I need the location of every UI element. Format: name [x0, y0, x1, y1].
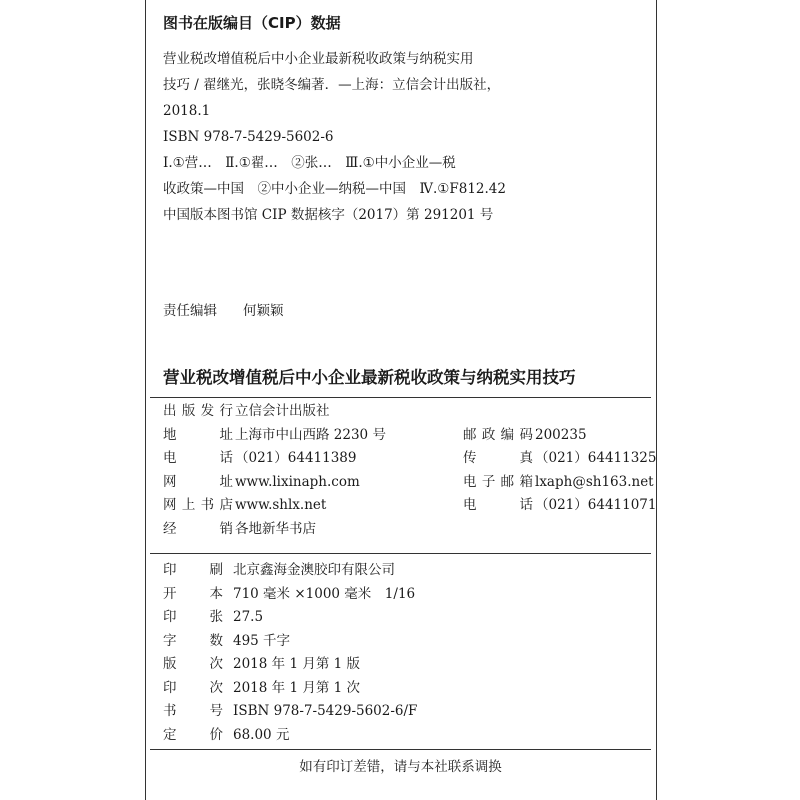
cip-title: 图书在版编目（CIP）数据	[163, 14, 341, 32]
divider	[150, 553, 651, 554]
cip-line: 收政策—中国 ②中小企业—纳税—中国 Ⅳ.①F812.42	[163, 181, 506, 197]
distribution-label: 经销	[163, 520, 233, 537]
printing-value: 2018 年 1 月第 1 次	[233, 679, 360, 696]
printing-label: 书号	[163, 703, 223, 719]
cip-block	[163, 12, 643, 230]
phone-label: 电话	[163, 450, 233, 466]
printing-value: ISBN 978-7-5429-5602-6/F	[233, 703, 418, 719]
printing-row	[163, 677, 653, 701]
distribution-row	[163, 518, 653, 542]
online-store-label: 网上书店	[163, 497, 233, 513]
postcode-label: 邮政编码	[463, 426, 533, 443]
printing-row	[163, 559, 653, 583]
printing-label: 印刷	[163, 562, 223, 578]
footer-note: 如有印订差错，请与本社联系调换	[299, 759, 502, 775]
printing-value: 北京鑫海金澳胶印有限公司	[233, 562, 395, 578]
printing-label: 印张	[163, 609, 223, 625]
printing-value: 68.00 元	[233, 726, 290, 743]
responsible-editor	[163, 299, 284, 319]
book-title: 营业税改增值税后中小企业最新税收政策与纳税实用技巧	[163, 368, 576, 387]
website-value: www.lixinaph.com	[235, 473, 360, 490]
address-row	[163, 424, 653, 448]
printing-value: 2018 年 1 月第 1 版	[233, 656, 360, 672]
page-frame-right	[656, 0, 657, 800]
printing-info	[163, 559, 653, 747]
email-label: 电子邮箱	[463, 473, 533, 490]
publish-value: 立信会计出版社	[235, 403, 330, 419]
website-row	[163, 471, 653, 495]
cip-line: 2018.1	[163, 103, 211, 119]
printing-row	[163, 724, 653, 748]
printing-row	[163, 606, 653, 630]
online-store-value: www.shlx.net	[235, 497, 327, 513]
publisher-info	[163, 400, 657, 541]
postcode-value: 200235	[535, 426, 587, 443]
cip-line: 中国版本图书馆 CIP 数据核字（2017）第 291201 号	[163, 207, 494, 223]
printing-label: 定价	[163, 726, 223, 743]
printing-value: 495 千字	[233, 632, 291, 649]
fax-label: 传真	[463, 450, 533, 466]
editor-label: 责任编辑	[163, 303, 217, 319]
printing-row	[163, 583, 653, 607]
website-label: 网址	[163, 473, 233, 490]
editor-name: 何颖颖	[243, 303, 284, 319]
page-frame-left	[145, 0, 146, 800]
printing-value: 710 毫米 ×1000 毫米 1/16	[233, 585, 416, 602]
phone2-value: （021）64411071	[535, 497, 657, 513]
cip-line: Ⅰ.①营… Ⅱ.①翟… ②张… Ⅲ.①中小企业—税	[163, 155, 456, 171]
publish-label: 出版发行	[163, 403, 233, 419]
cip-line: 营业税改增值税后中小企业最新税收政策与纳税实用	[163, 51, 474, 67]
distribution-value: 各地新华书店	[235, 520, 316, 537]
email-value: lxaph@sh163.net	[535, 473, 654, 490]
printing-value: 27.5	[233, 609, 264, 625]
cip-line: ISBN 978-7-5429-5602-6	[163, 129, 334, 145]
printing-row	[163, 630, 653, 654]
printing-row	[163, 700, 653, 724]
phone-value: （021）64411389	[235, 450, 357, 466]
printing-label: 开本	[163, 585, 223, 602]
online-store-row	[163, 494, 657, 518]
phone-row	[163, 447, 657, 471]
address-label: 地址	[163, 426, 233, 443]
publisher-row	[163, 400, 653, 424]
printing-row	[163, 653, 653, 677]
divider	[150, 397, 651, 398]
printing-label: 字数	[163, 632, 223, 649]
printing-label: 版次	[163, 656, 223, 672]
divider	[150, 749, 651, 750]
cip-line: 技巧 / 翟继光，张晓冬编著．—上海：立信会计出版社，	[163, 77, 501, 93]
address-value: 上海市中山西路 2230 号	[235, 426, 386, 443]
printing-label: 印次	[163, 679, 223, 696]
phone2-label: 电话	[463, 497, 533, 513]
fax-value: （021）64411325	[535, 450, 657, 466]
